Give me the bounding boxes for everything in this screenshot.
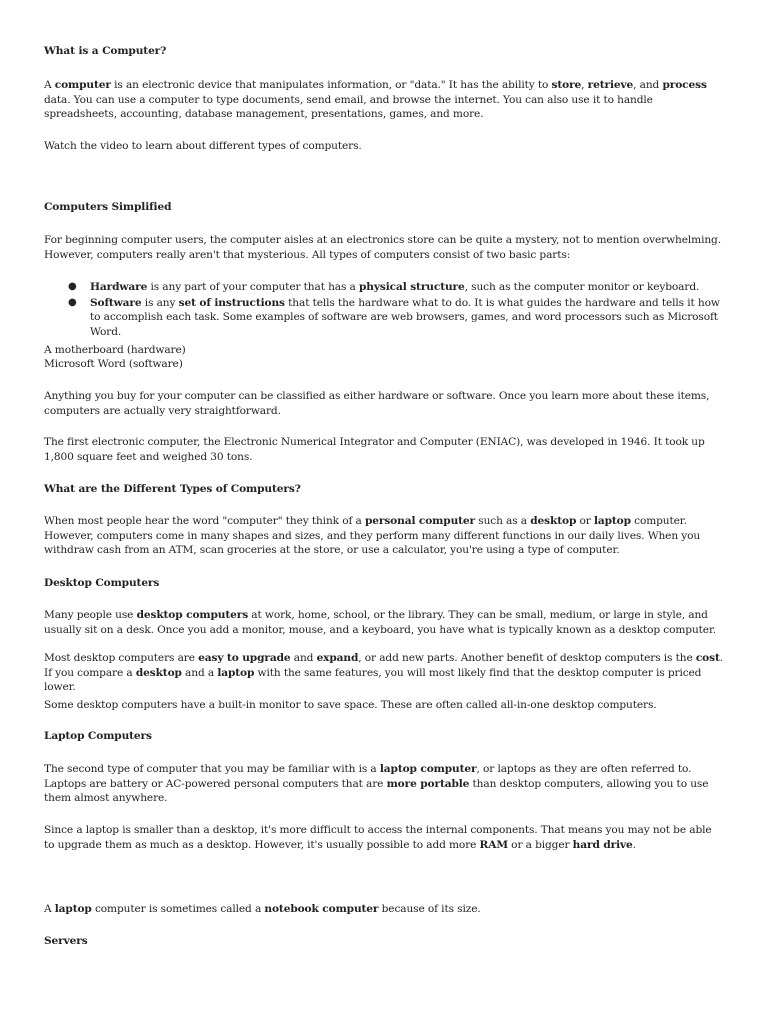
paragraph-desktop-upgrade: Most desktop computers are easy to upgrade and expand, or add new parts. Another benefit of desktop computers is the cost. If you compare a desktop and a laptop with the same features, you will most likely find that the desktop computer is priced lower. xyxy=(44,652,723,694)
heading-types-of-computers: What are the Different Types of Computers? xyxy=(44,483,301,495)
list-item-software xyxy=(44,296,724,340)
paragraph-hardware-or-software: Anything you buy for your computer can be classified as either hardware or software. Once you learn more about these items, computers are actually very straightforward. xyxy=(44,390,710,417)
bullet-dot-icon: ● xyxy=(68,281,77,292)
heading-desktop-computers: Desktop Computers xyxy=(44,577,160,589)
bullet-dot-icon: ● xyxy=(68,296,77,308)
paragraph-watch-video: Watch the video to learn about different types of computers. xyxy=(44,140,362,152)
caption-motherboard: A motherboard (hardware) xyxy=(44,344,186,356)
heading-what-is-a-computer: What is a Computer? xyxy=(44,45,167,57)
paragraph-two-basic-parts: For beginning computer users, the computer aisles at an electronics store can be quite a mystery, not to mention overwhelming. However, computers really aren't that mysterious. All types of computers consist of two basic parts: xyxy=(44,234,721,261)
heading-laptop-computers: Laptop Computers xyxy=(44,730,152,742)
list-item-text: Software is any set of instructions that tells the hardware what to do. It is what guides the hardware and tells it how to accomplish each task. Some examples of software are web browsers, games, and word processors such as Microsoft Word. xyxy=(90,296,720,338)
list-hardware-software xyxy=(44,280,724,340)
paragraph-desktop-usage: Many people use desktop computers at work, home, school, or the library. They can be small, medium, or large in style, and usually sit on a desk. Once you add a monitor, mouse, and a keyboard, you have what is typically known as a desktop computer. xyxy=(44,609,716,636)
heading-servers: Servers xyxy=(44,935,88,947)
paragraph-laptop-upgrade: Since a laptop is smaller than a desktop, it's more difficult to access the internal components. That means you may not be able to upgrade them as much as a desktop. However, it's usually possible to add more RAM or a bigger hard drive. xyxy=(44,824,712,851)
paragraph-computer-definition: A computer is an electronic device that manipulates information, or "data." It has the ability to store, retrieve, and process data. You can use a computer to type documents, send email, and browse the internet. You can also use it to handle spreadsheets, accounting, database management, presentations, games, and more. xyxy=(44,79,707,121)
caption-microsoft-word: Microsoft Word (software) xyxy=(44,358,183,370)
paragraph-personal-computer: When most people hear the word "computer" they think of a personal computer such as a desktop or laptop computer. However, computers come in many shapes and sizes, and they perform many different functions in our daily lives. When you withdraw cash from an ATM, scan groceries at the store, or use a calculator, you're using a type of computer. xyxy=(44,515,701,557)
heading-computers-simplified: Computers Simplified xyxy=(44,201,172,213)
paragraph-eniac: The first electronic computer, the Electronic Numerical Integrator and Computer (ENIAC), was developed in 1946. It took up 1,800 square feet and weighed 30 tons. xyxy=(44,436,705,463)
list-item-text: Hardware is any part of your computer that has a physical structure, such as the computer monitor or keyboard. xyxy=(90,281,700,293)
paragraph-all-in-one: Some desktop computers have a built-in monitor to save space. These are often called all-in-one desktop computers. xyxy=(44,699,657,711)
list-item-hardware xyxy=(44,280,724,295)
paragraph-notebook-computer: A laptop computer is sometimes called a notebook computer because of its size. xyxy=(44,903,481,915)
paragraph-laptop-portable: The second type of computer that you may be familiar with is a laptop computer, or laptops as they are often referred to. Laptops are battery or AC-powered personal computers that are more portable than desktop computers, allowing you to use them almost anywhere. xyxy=(44,763,709,805)
